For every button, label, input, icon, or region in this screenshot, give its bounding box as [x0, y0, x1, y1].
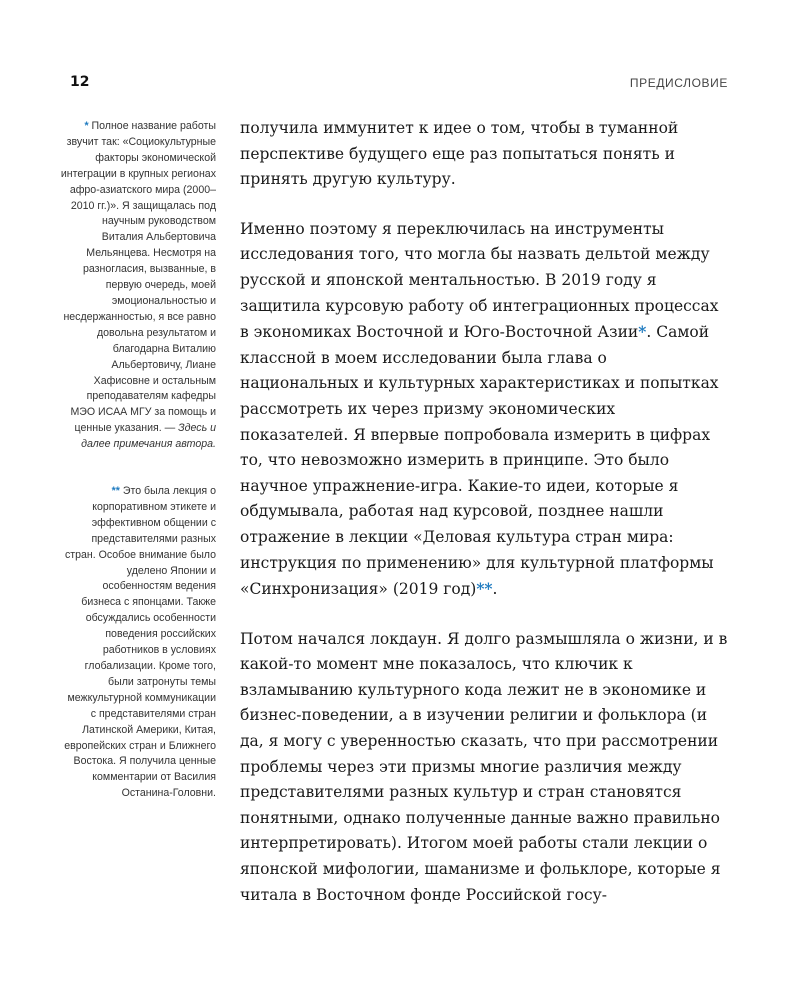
page-number: 12 [70, 74, 90, 90]
running-head: ПРЕДИСЛОВИЕ [629, 76, 728, 90]
paragraph-2-part-a: Именно поэтому я переключилась на инструменты исследования того, что могла бы назвать дельтой между русской и японской ментальностью. В 2019 году я защитила курсовую работу об интеграционных процессах в экономиках Восточной и Юго-Восточной Азии [240, 219, 719, 342]
paragraph-2-part-c: . [492, 580, 498, 599]
footnote-ref-1[interactable]: * [638, 322, 647, 342]
footnote-1-text: Полное название работы звучит так: «Социокультурные факторы экономической интеграции в крупных регионах афро-азиатского мира (2000–2010 гг.)». Я защищалась под научным руководством Виталия Альбертовича Мельянцева. Несмотря на разногласия, вызванные, в первую очередь, моей эмоциональностью и несдержанностью, я все равно довольна результатом и благодарна Виталию Альбертовичу, Лиане Хафисовне и остальным преподавателям кафедры МЭО ИСАА МГУ за помощь и ценные указания. — [60, 120, 216, 435]
footnote-2-text: Это была лекция о корпоративном этикете и эффективном общении с представителями разных стран. Особое внимание было уделено Японии и особенностям ведения бизнеса с японцами. Также обсуждались особенности поведения российских работников в условиях глобализации. Кроме того, были затронуты темы межкультурной коммуникации с представителями стран Латинской Америки, Китая, европейских стран и Ближнего Востока. Я получила ценные комментарии от Василия Останина-Головни. [64, 485, 216, 800]
paragraph-2-part-b: . Самой классной в моем исследовании была глава о национальных и культурных характеристиках и попытках рассмотреть их через призму экономических показателей. Я впервые попробовала измерить в цифрах то, что невозможно измерить в принципе. Это было научное упражнение-игра. Какие-то идеи, которые я обдумывала, работая над курсовой, позднее нашли отражение в лекции «Деловая культура стран мира: инструкция по применению» для культурной платформы «Синхронизация» (2019 год) [240, 323, 719, 599]
footnote-2 [60, 484, 216, 802]
footnote-1 [60, 119, 216, 453]
footnotes-sidebar [60, 119, 216, 802]
paragraph-2 [240, 217, 728, 603]
footnote-2-marker: ** [111, 485, 120, 498]
footnote-1-italic: Здесь и далее примечания автора. [81, 422, 216, 451]
footnote-1-marker: * [84, 120, 89, 132]
paragraph-1: получила иммунитет к идее о том, чтобы в туманной перспективе будущего еще раз попытаться понять и принять другую культуру. [240, 119, 679, 189]
paragraph-3: Потом начался локдаун. Я долго размышляла о жизни, и в какой-то момент мне показалось, что ключик к взламыванию культурного кода лежит не в экономике и бизнес-поведении, а в изучении религии и фольклора (и да, я могу с уверенностью сказать, что при рассмотрении проблемы через эти призмы многие различия между представителями разных культур и стран становятся понятными, однако полученные данные важно правильно интерпретировать). Итогом моей работы стали лекции о японской мифологии, шаманизме и фольклоре, которые я читала в Восточном фонде Российской госу- [240, 629, 728, 904]
footnote-ref-2[interactable]: ** [476, 579, 493, 599]
main-text [240, 116, 728, 908]
